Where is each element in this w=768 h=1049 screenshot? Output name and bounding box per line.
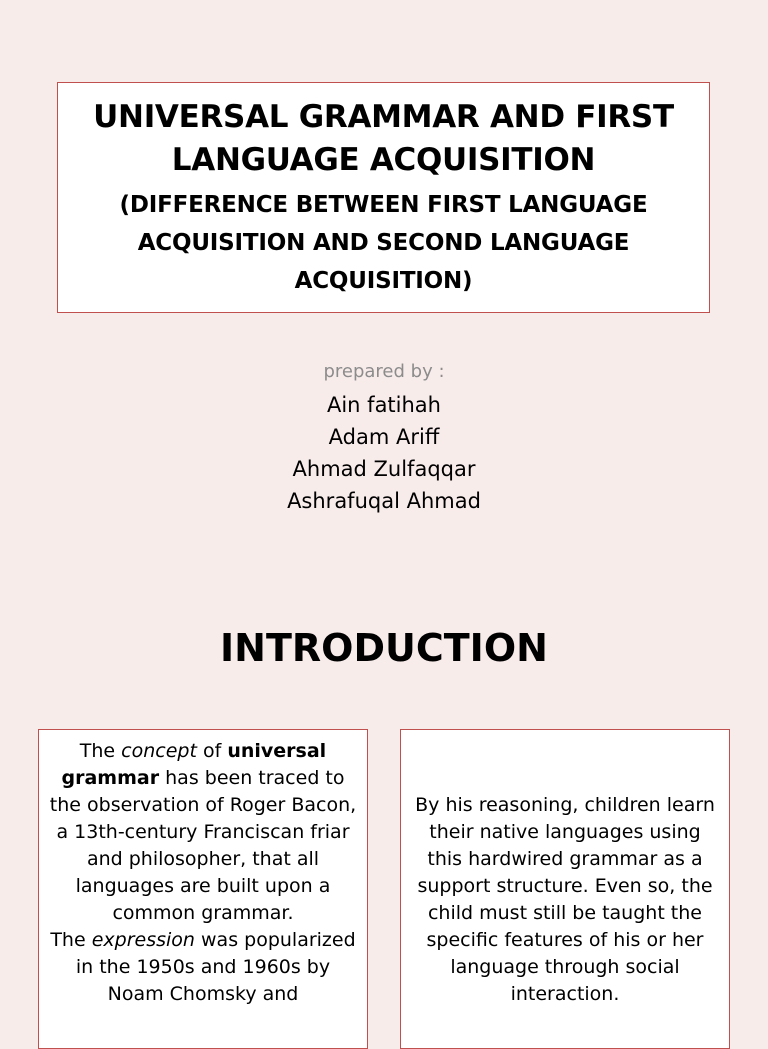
title-line-2: LANGUAGE ACQUISITION [171, 142, 596, 178]
subtitle-line-3: ACQUISITION) [294, 268, 473, 294]
author-name: Ain fatihah [326, 393, 441, 417]
italic-concept: concept [121, 740, 197, 762]
intro-right-text: By his reasoning, children learn their native languages using this hardwired grammar as a support structure. Even so, the child must still be taught the specific features of his or her language through social interaction. [415, 794, 715, 1005]
author-name: Ashrafuqal Ahmad [287, 489, 481, 513]
author-name: Ahmad Zulfaqqar [292, 457, 476, 481]
subtitle-line-1: (DIFFERENCE BETWEEN FIRST LANGUAGE [119, 192, 648, 218]
text-run: of [196, 740, 228, 762]
introduction-heading: INTRODUCTION [220, 626, 548, 670]
title-box [57, 82, 710, 313]
text-run: has been traced to the observation of Roger Bacon, a 13th-century Franciscan friar and philosopher, that all languages are built upon a common grammar. [49, 767, 357, 924]
text-run: was popularized in the 1950s and 1960s by Noam Chomsky and [75, 929, 356, 1005]
prepared-by-label: prepared by : [323, 361, 445, 382]
prepared-by-section [0, 359, 768, 517]
intro-right-box [400, 729, 730, 1049]
intro-left-text [39, 730, 367, 1008]
title-line-1: UNIVERSAL GRAMMAR AND FIRST [93, 99, 674, 135]
italic-expression: expression [91, 929, 195, 951]
author-list [0, 389, 768, 517]
intro-left-box [38, 729, 368, 1049]
text-run: The [79, 740, 122, 762]
bold-universal-grammar: universal grammar [61, 740, 327, 789]
subtitle-line-2: ACQUISITION AND SECOND LANGUAGE [137, 230, 630, 256]
slide-subtitle [58, 186, 709, 300]
author-name: Adam Ariff [328, 425, 440, 449]
slide-title [58, 96, 709, 182]
text-run: The [50, 929, 92, 951]
